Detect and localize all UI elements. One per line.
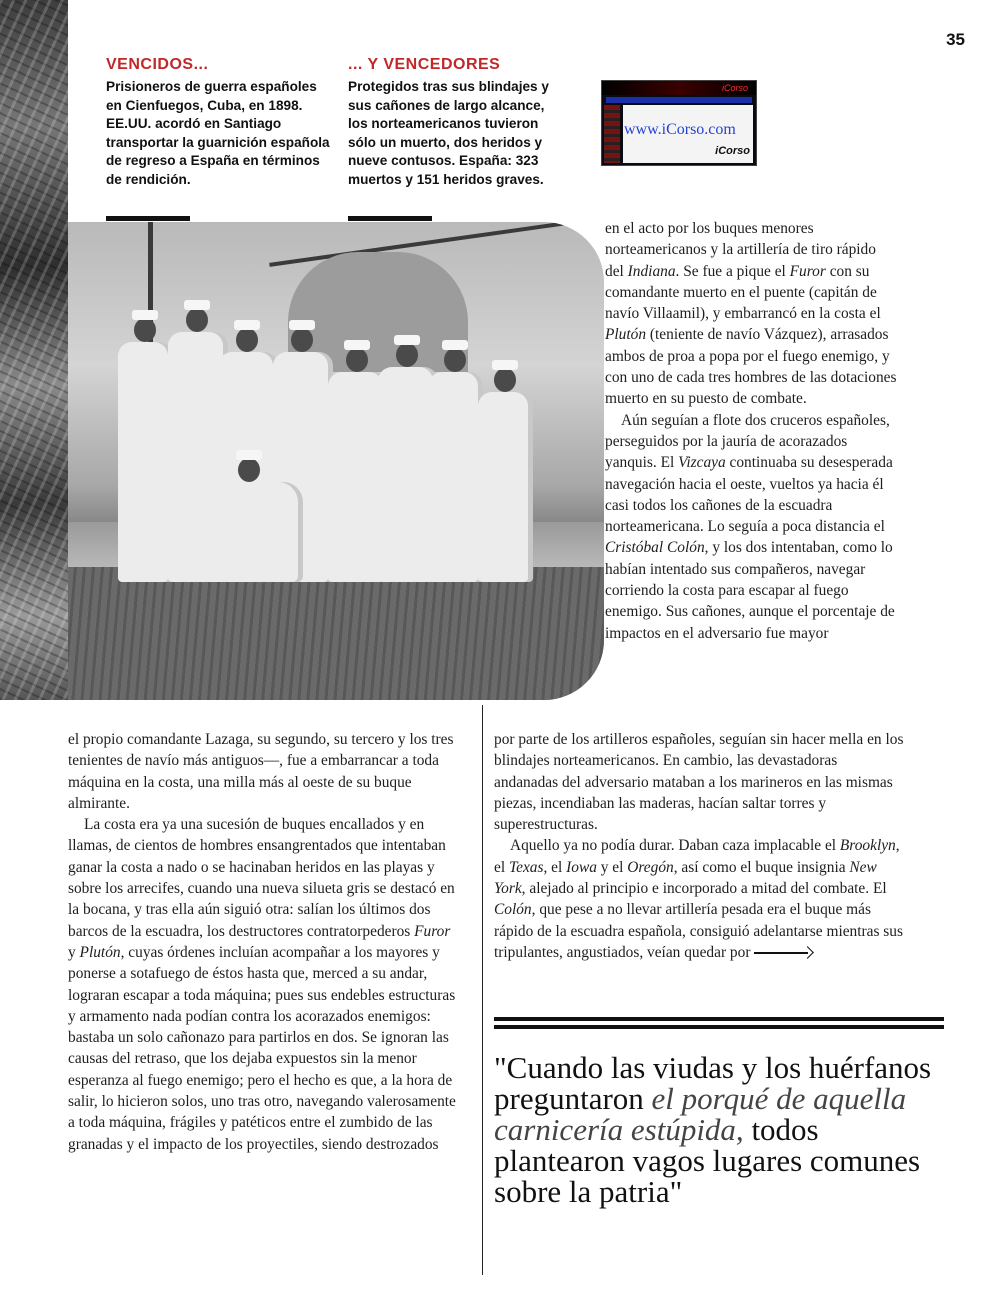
italic-ship-name: Vizcaya (678, 454, 726, 472)
photo-officer-head (291, 328, 313, 352)
pull-quote-rule-1 (494, 1017, 944, 1021)
column-divider (482, 705, 483, 1275)
text-run: . Se fue a pique el (675, 262, 790, 280)
officers-photo (68, 222, 604, 700)
text-run: , y los dos intentaban, como lo habían intentado sus compañeros, navegar corriendo la costa para escapar al fuego enemigo. Sus cañones, aunque el porcentaje de impactos en el adversario fue mayor (605, 539, 895, 642)
page-number: 35 (946, 30, 965, 49)
text-run: y el (596, 858, 628, 876)
text-run: (teniente de navío Vázquez), arrasados ambos de proa a popa por el fuego enemigo, y con uno de cada tres hombres de las dotaciones muerto en su puesto de combate. (605, 326, 897, 408)
caption-left-rule (106, 216, 190, 221)
text-run: La costa era ya una sucesión de buques encallados y en llamas, de cientos de hombres ensangrentados que intentaban ganar la costa a nado o se hacinaban heridos en las playas y sobre los arrecifes, cuando una nueva silueta gris se destacó en la bocana, y tras ella aún siguió otra: salían los últimos dos barcos de la escuadra, los destructores contratorpederos (68, 816, 455, 940)
photo-officer-head (346, 348, 368, 372)
italic-ship-name: Texas (508, 858, 544, 876)
italic-ship-name: New York (494, 858, 877, 898)
text-run: y (68, 943, 80, 961)
italic-ship-name: Iowa (566, 858, 597, 876)
ad-menu (604, 105, 620, 163)
left-paragraph-2 (68, 814, 458, 1155)
photo-officer-cap (236, 450, 262, 460)
photo-officer-cap (234, 320, 260, 330)
photo-officer (118, 342, 173, 582)
caption-right-text: Protegidos tras sus blindajes y sus cañones de largo alcance, los norteamericanos tuvieron sólo un muerto, dos heridos y nueve contusos. España: 323 muertos y 151 heridos graves. (348, 79, 549, 187)
text-run: , que pese a no llevar artillería pesada era el buque más rápido de la escuadra española, consiguió adelantarse mientras sus tripulantes, angustiados, veían quedar por (494, 901, 903, 961)
left-column (68, 729, 458, 1155)
caption-left (106, 56, 331, 189)
pull-quote-part-1: "Cuando las viudas y los huérfanos preguntaron (494, 1050, 932, 1116)
photo-officer-head (238, 458, 260, 482)
text-run: , cuyas órdenes incluían acompañar a los mayores y ponerse a sotafuego de éstos hasta que, merced a su andar, lograran escapar a toda máquina; pues sus endebles estructuras y armamento nada podían contra los acorazados enemigos: bastaba un solo cañonazo para partirlos en dos. Se ignoran las causas del retraso, que los dejaba expuestos sin la menor esperanza al fuego enemigo; pero el hecho es que, a la hora de salir, lo hicieron solos, uno tras otro, navegando valerosamente a toda máquina, frágiles y patéticos entre el zumbido de las granadas y el impacto de los proyectiles, siendo destrozados (68, 943, 456, 1153)
pull-quote (494, 1052, 954, 1207)
ad-logo: iCorso (715, 145, 750, 157)
text-run: continuaba su desesperada navegación hacia el oeste, vueltos ya hacia él casi todos los cañones de la escuadra norteamericana. Lo seguía a poca distancia el (605, 454, 893, 536)
photo-officer-cap (289, 320, 315, 330)
text-run: con su comandante muerto en el puente (capitán de navío Villaamil), y embarrancó en la costa el (605, 262, 881, 323)
right-column-lower (494, 729, 904, 963)
icorso-ad-thumbnail[interactable] (601, 80, 757, 166)
photo-deck (68, 567, 604, 700)
photo-officer-cap (394, 335, 420, 345)
left-edge-photo (0, 0, 68, 700)
photo-officer-head (494, 368, 516, 392)
italic-ship-name: Brooklyn (839, 837, 896, 855)
ad-bar (606, 97, 752, 103)
photo-officer-head (396, 343, 418, 367)
photo-seated-officer (208, 482, 303, 582)
caption-left-text: Prisioneros de guerra españoles en Cienfuegos, Cuba, en 1898. EE.UU. acordó en Santiago transportar la guarnición española de regreso a España en términos de rendición. (106, 79, 330, 187)
photo-officer (478, 392, 533, 582)
pull-quote-italic: el porqué de aquella carnicería estúpida, (494, 1081, 907, 1147)
text-run: , el (494, 837, 900, 876)
italic-ship-name: Cristóbal Colón (605, 539, 705, 557)
pull-quote-rules (494, 1017, 944, 1033)
text-run: , así como el buque insignia (673, 858, 850, 876)
text-run: Aquello ya no podía durar. Daban caza implacable el (510, 837, 840, 855)
text-run: , el (543, 858, 567, 876)
right-paragraph-1 (605, 218, 897, 410)
italic-ship-name: Furor (414, 922, 451, 940)
photo-officer-cap (344, 340, 370, 350)
text-run: Aún seguían a flote dos cruceros españoles, perseguidos por la jauría de acorazados yanquis. El (605, 411, 890, 472)
photo-officer-head (134, 318, 156, 342)
caption-right (348, 56, 563, 189)
italic-ship-name: Plutón (605, 326, 647, 344)
italic-ship-name: Plutón (79, 943, 121, 961)
caption-right-title: ... Y VENCEDORES (348, 56, 501, 73)
caption-right-rule (348, 216, 432, 221)
right-paragraph-3 (494, 835, 904, 963)
italic-ship-name: Colón (494, 901, 532, 919)
italic-ship-name: Oregón (627, 858, 674, 876)
text-run: en el acto por los buques menores norteamericanos y la artillería de tiro rápido del (605, 220, 876, 280)
pull-quote-rule-2 (494, 1025, 944, 1029)
photo-officer-head (186, 308, 208, 332)
ad-url-link[interactable]: www.iCorso.com (624, 121, 736, 138)
text-run: , alejado al principio e incorporado a mitad del combate. El (521, 880, 887, 898)
left-paragraph-1: el propio comandante Lazaga, su segundo, su tercero y los tres tenientes de navío más antiguos—, fue a embarrancar a toda máquina en la costa, una milla más al oeste de su buque almirante. (68, 731, 454, 812)
ad-logo-top: iCorso (721, 83, 748, 93)
photo-officer (428, 372, 483, 582)
caption-left-title: VENCIDOS... (106, 56, 209, 73)
italic-ship-name: Indiana (627, 262, 676, 280)
photo-officer-head (236, 328, 258, 352)
pull-quote-part-2: todos plantearon vagos lugares comunes sobre la patria" (494, 1112, 921, 1209)
right-column-upper (605, 218, 897, 644)
continue-arrow-icon (754, 948, 814, 958)
photo-officer-cap (492, 360, 518, 370)
photo-officer-head (444, 348, 466, 372)
photo-officer-cap (184, 300, 210, 310)
right-paragraph-2 (605, 410, 897, 644)
italic-ship-name: Furor (789, 262, 826, 280)
photo-officer-cap (132, 310, 158, 320)
right-paragraph-3-text (494, 837, 903, 960)
photo-officer-cap (442, 340, 468, 350)
right-paragraph-2-cont: por parte de los artilleros españoles, seguían sin hacer mella en los blindajes norteamericanos. En cambio, las devastadoras andanadas del adversario mataban a los marineros en las mismas piezas, incendiaban las maderas, hacían saltar torres y superestructuras. (494, 731, 904, 834)
